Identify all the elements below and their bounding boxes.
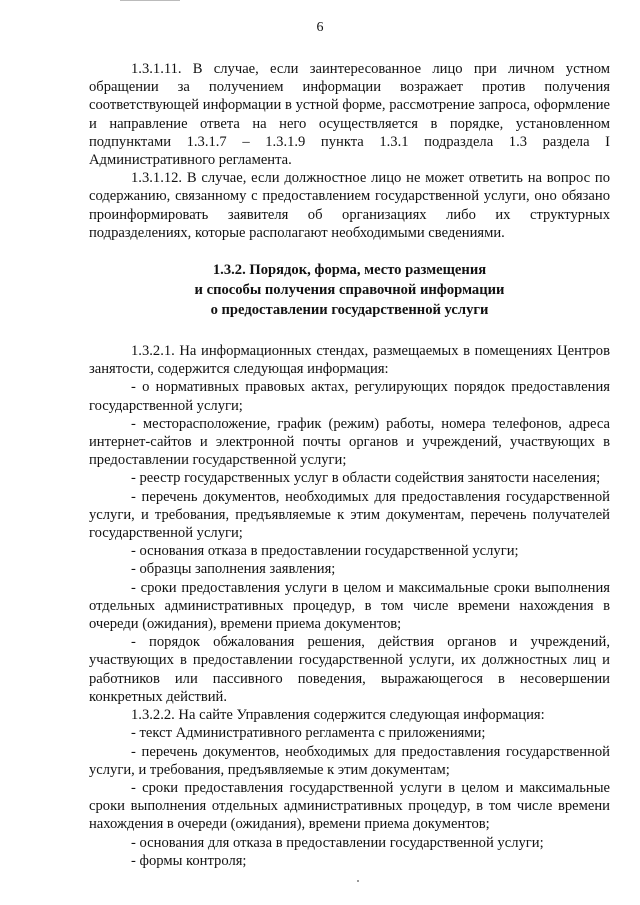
paragraph-1-3-1-11: 1.3.1.11. В случае, если заинтересованное лицо при личном устном обращении за получением информации возражает против получения соответствующей информации в устной форме, рассмотрение запроса, оформление и направление ответа на него осуществляется в порядке, установленном подпунктами 1.3.1.7 – 1.3.1.9 пункта 1.3.1 подраздела 1.3 раздела I Административного регламента. (89, 61, 610, 169)
paragraph-1-3-2-1: 1.3.2.1. На информационных стендах, размещаемых в помещениях Центров занятости, содержится следующая информация: (89, 343, 610, 378)
list-item: - реестр государственных услуг в области содействия занятости населения; (131, 470, 601, 487)
list-item: - сроки предоставления государственной услуги в целом и максимальные сроки выполнения отдельных административных процедур, в том числе времени нахождения в очереди (ожидания), времени приема документов; (89, 779, 610, 833)
paragraph-1-3-1-12: 1.3.1.12. В случае, если должностное лицо не может ответить на вопрос по содержанию, связанному с предоставлением государственной услуги, оно обязано проинформировать заявителя об организациях либо их структурных подразделениях, которые располагают необходимыми сведениями. (89, 170, 610, 241)
list-item: - о нормативных правовых актах, регулирующих порядок предоставления государственной услуги; (89, 379, 610, 414)
list-item: - основания для отказа в предоставлении государственной услуги; (131, 834, 544, 851)
list-item: - месторасположение, график (режим) работы, номера телефонов, адреса интернет-сайтов и электронной почты органов и учреждений, участвующих в предоставлении государственной услуги; (89, 415, 610, 469)
scan-artifact-dot (357, 880, 359, 882)
heading-line: и способы получения справочной информации (194, 282, 505, 299)
paragraph-1-3-2-2: 1.3.2.2. На сайте Управления содержится следующая информация: (131, 707, 545, 724)
list-item: - сроки предоставления услуги в целом и максимальные сроки выполнения отдельных административных процедур, в том числе времени нахождения в очереди (ожидания), времени приема документов; (89, 579, 610, 633)
scan-edge-mark (120, 0, 180, 1)
page-number: 6 (316, 20, 324, 35)
list-item: - основания отказа в предоставлении государственной услуги; (131, 543, 519, 560)
heading-line: 1.3.2. Порядок, форма, место размещения (212, 262, 487, 279)
list-item: - перечень документов, необходимых для предоставления государственной услуги, и требования, предъявляемые к этим документам; (89, 743, 610, 778)
heading-line: о предоставлении государственной услуги (210, 302, 489, 319)
list-item: - образцы заполнения заявления; (131, 561, 336, 578)
list-item: - текст Административного регламента с приложениями; (131, 725, 486, 742)
list-item: - порядок обжалования решения, действия органов и учреждений, участвующих в предоставлении государственной услуги, их должностных лиц и работников или пассивного поведения, выражающегося в несовершении конкретных действий. (89, 634, 610, 705)
section-heading-1-3-2 (89, 260, 610, 320)
list-item: - перечень документов, необходимых для предоставления государственной услуги, и требования, предъявляемые к этим документам, перечень получателей государственной услуги; (89, 488, 610, 542)
document-body (89, 60, 610, 870)
list-item: - формы контроля; (131, 852, 247, 869)
